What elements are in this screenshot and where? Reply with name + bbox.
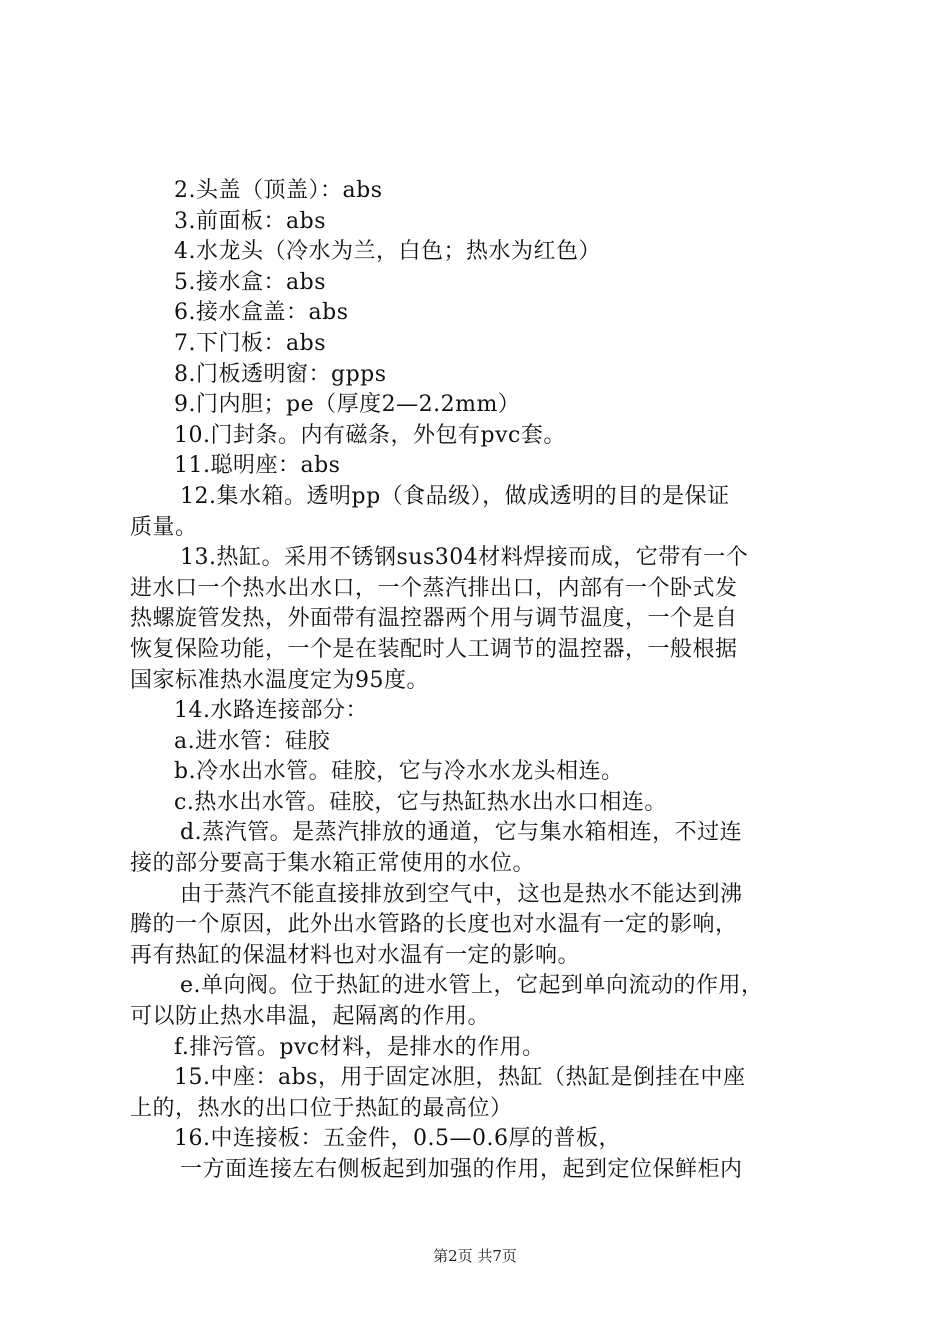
text-line: 14.水路连接部分： — [174, 698, 368, 724]
text-line: 10.门封条。内有磁条，外包有pvc套。 — [174, 422, 566, 448]
text-line: 15.中座：abs，用于固定冰胆，热缸（热缸是倒挂在中座 — [174, 1065, 746, 1091]
text-line: 2.头盖（顶盖）：abs — [174, 178, 383, 203]
text-line: 5.接水盒：abs — [174, 269, 326, 295]
text-line: 8.门板透明窗：gpps — [174, 361, 387, 387]
document-body — [130, 176, 835, 1186]
text-line: 一方面连接左右侧板起到加强的作用，起到定位保鲜柜内 — [180, 1157, 743, 1182]
text-line: d.蒸汽管。是蒸汽排放的通道，它与集水箱相连，不过连 — [180, 820, 743, 846]
text-line: 3.前面板：abs — [174, 208, 326, 234]
text-line: e.单向阀。位于热缸的进水管上，它起到单向流动的作用， — [180, 973, 764, 999]
text-line: c.热水出水管。硅胶，它与热缸热水出水口相连。 — [174, 789, 667, 815]
text-line: 16.中连接板：五金件，0.5—0.6厚的普板， — [174, 1126, 621, 1152]
text-line: 接的部分要高于集水箱正常使用的水位。 — [130, 851, 536, 877]
text-line: 9.门内胆；pe（厚度2—2.2mm） — [174, 392, 521, 418]
text-line: 国家标准热水温度定为95度。 — [130, 667, 429, 693]
text-line: 腾的一个原因，此外出水管路的长度也对水温有一定的影响， — [130, 912, 738, 938]
text-line: 由于蒸汽不能直接排放到空气中，这也是热水不能达到沸 — [180, 881, 743, 907]
text-line: 6.接水盒盖：abs — [174, 300, 349, 326]
text-line: 质量。 — [130, 514, 198, 540]
text-line: 恢复保险功能，一个是在装配时人工调节的温控器，一般根据 — [130, 636, 738, 662]
text-line: 可以防止热水串温，起隔离的作用。 — [130, 1004, 491, 1030]
text-line: a.进水管：硅胶 — [174, 728, 331, 754]
text-line: 12.集水箱。透明pp（食品级），做成透明的目的是保证 — [180, 483, 730, 509]
text-line: 13.热缸。采用不锈钢sus304材料焊接而成，它带有一个 — [180, 545, 749, 571]
text-line: 进水口一个热水出水口，一个蒸汽排出口，内部有一个卧式发 — [130, 575, 738, 601]
text-line: 再有热缸的保温材料也对水温有一定的影响。 — [130, 942, 581, 968]
text-line: 热螺旋管发热，外面带有温控器两个用与调节温度，一个是自 — [130, 606, 738, 632]
text-line: 11.聪明座：abs — [174, 453, 341, 479]
text-line: 上的，热水的出口位于热缸的最高位） — [130, 1095, 513, 1121]
page-footer: 第2页 共7页 — [433, 1247, 517, 1265]
text-line: f.排污管。pvc材料，是排水的作用。 — [174, 1034, 545, 1060]
text-line: 7.下门板：abs — [174, 330, 326, 356]
text-line: b.冷水出水管。硅胶，它与冷水水龙头相连。 — [174, 759, 624, 785]
text-line: 4.水龙头（冷水为兰，白色；热水为红色） — [174, 239, 601, 265]
